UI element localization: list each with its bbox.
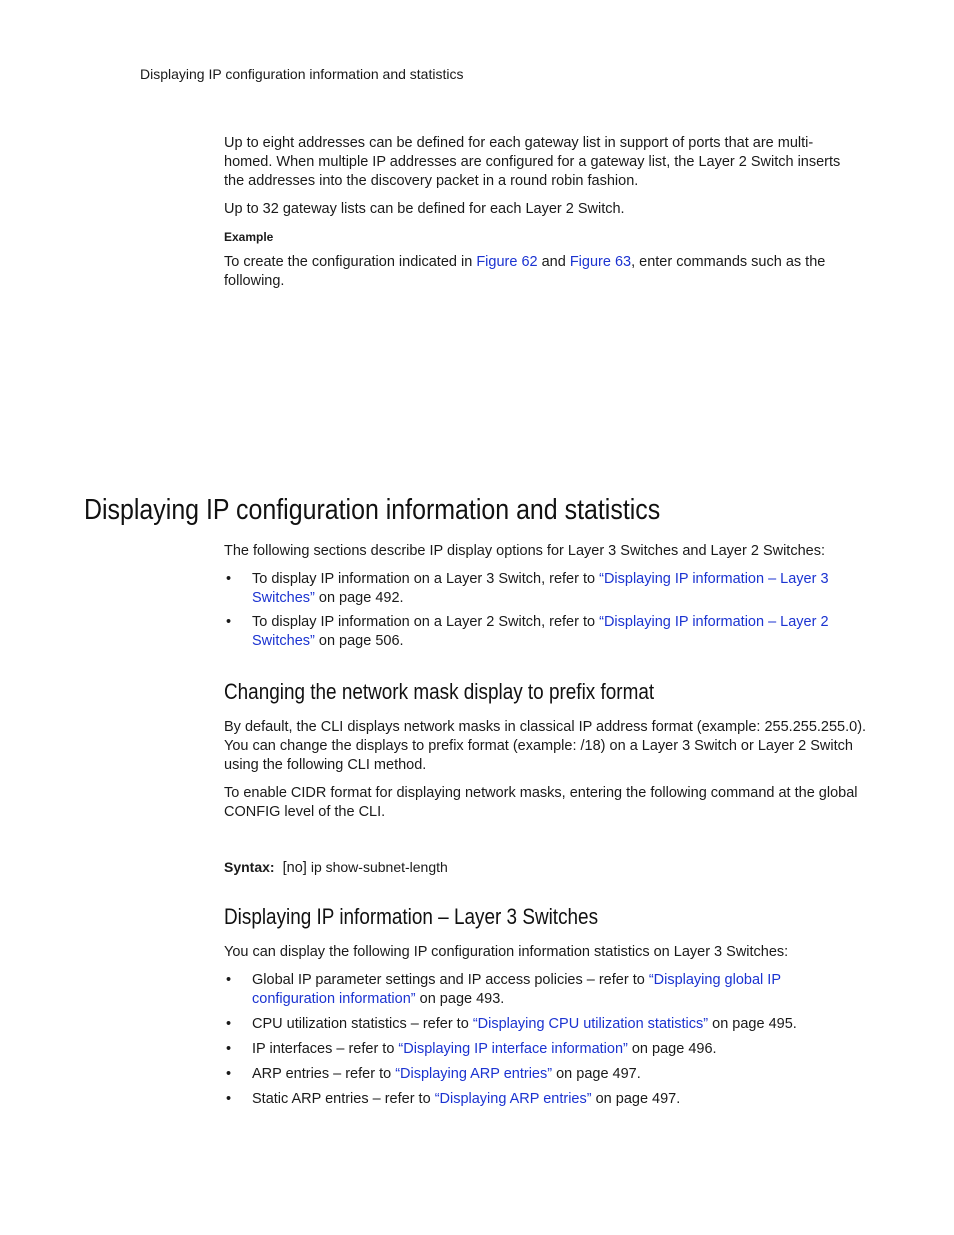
ip-interface-link[interactable]: “Displaying IP interface information”: [398, 1041, 628, 1057]
list-item: • To display IP information on a Layer 3 Switch, refer to “Displaying IP information – Layer 3 Switches” on page 492.: [226, 571, 829, 606]
list-item: • CPU utilization statistics – refer to “Displaying CPU utilization statistics” on page 495.: [226, 1016, 797, 1032]
layer3-intro: You can display the following IP configuration information statistics on Layer 3 Switches:: [224, 944, 789, 960]
bullet-icon: •: [226, 1066, 232, 1082]
list-item: • IP interfaces – refer to “Displaying IP interface information” on page 496.: [226, 1041, 717, 1057]
list-item: • ARP entries – refer to “Displaying ARP entries” on page 497.: [226, 1066, 641, 1082]
example-text-mid: and: [537, 254, 570, 270]
example-label: Example: [224, 230, 274, 244]
section-intro: The following sections describe IP display options for Layer 3 Switches and Layer 2 Switches:: [224, 543, 825, 559]
list-item: • Global IP parameter settings and IP access policies – refer to “Displaying global IP configuration information” on page 493.: [226, 972, 781, 1007]
syntax-line: [224, 858, 874, 878]
example-text-post: , enter commands such as the following.: [224, 254, 826, 289]
example-text-pre: To create the configuration indicated in: [224, 254, 477, 270]
bullet-icon: •: [226, 571, 232, 587]
figure-62-link[interactable]: Figure 62: [476, 254, 538, 270]
prefix-block: [224, 718, 874, 822]
section-intro-block: [224, 542, 874, 651]
syntax-command: ip show-subnet-length: [310, 859, 448, 875]
arp-entries-link[interactable]: “Displaying ARP entries”: [395, 1066, 553, 1082]
bullet-icon: •: [226, 1016, 232, 1032]
bullet-icon: •: [226, 614, 232, 630]
syntax-option: [no]: [282, 860, 307, 876]
figure-63-link[interactable]: Figure 63: [569, 254, 632, 270]
prefix-paragraph-1: By default, the CLI displays network masks in classical IP address format (example: 255.255.255.0). You can change the displays to prefix format (example: /18) on a Layer 3 Switch or Layer 2 Switch using the following CLI method.: [224, 719, 867, 773]
global-ip-config-link[interactable]: “Displaying global IP configuration information”: [252, 972, 781, 1007]
layer3-info-link[interactable]: “Displaying IP information – Layer 3 Switches”: [252, 571, 829, 606]
intro-block: [224, 134, 874, 291]
layer3-subsection-title: Displaying IP information – Layer 3 Switches: [224, 904, 599, 929]
example-paragraph: [224, 253, 849, 291]
syntax-label: Syntax:: [224, 859, 275, 875]
layer3-bullet-list: [224, 971, 874, 1109]
running-header: Displaying IP configuration information and statistics: [140, 66, 464, 82]
bullet-icon: •: [226, 972, 232, 988]
bullet-icon: •: [226, 1041, 232, 1057]
section-title: Displaying IP configuration information and statistics: [84, 494, 661, 526]
prefix-paragraph-2: To enable CIDR format for displaying network masks, entering the following command at the global CONFIG level of the CLI.: [224, 785, 858, 820]
intro-paragraph-1: Up to eight addresses can be defined for each gateway list in support of ports that are multi-homed. When multiple IP addresses are configured for a gateway list, the Layer 2 Switch inserts the addresses into the discovery packet in a round robin fashion.: [224, 135, 841, 189]
intro-paragraph-2: Up to 32 gateway lists can be defined for each Layer 2 Switch.: [224, 201, 625, 217]
layer3-block: [224, 943, 874, 1109]
cpu-utilization-link[interactable]: “Displaying CPU utilization statistics”: [472, 1016, 709, 1032]
static-arp-entries-link[interactable]: “Displaying ARP entries”: [434, 1091, 592, 1107]
bullet-icon: •: [226, 1091, 232, 1107]
section-bullet-list: [224, 570, 874, 651]
prefix-subsection-title: Changing the network mask display to prefix format: [224, 679, 655, 704]
layer2-info-link[interactable]: “Displaying IP information – Layer 2 Switches”: [252, 614, 829, 649]
list-item: • To display IP information on a Layer 2 Switch, refer to “Displaying IP information – Layer 2 Switches” on page 506.: [226, 614, 829, 649]
list-item: • Static ARP entries – refer to “Displaying ARP entries” on page 497.: [226, 1091, 681, 1107]
